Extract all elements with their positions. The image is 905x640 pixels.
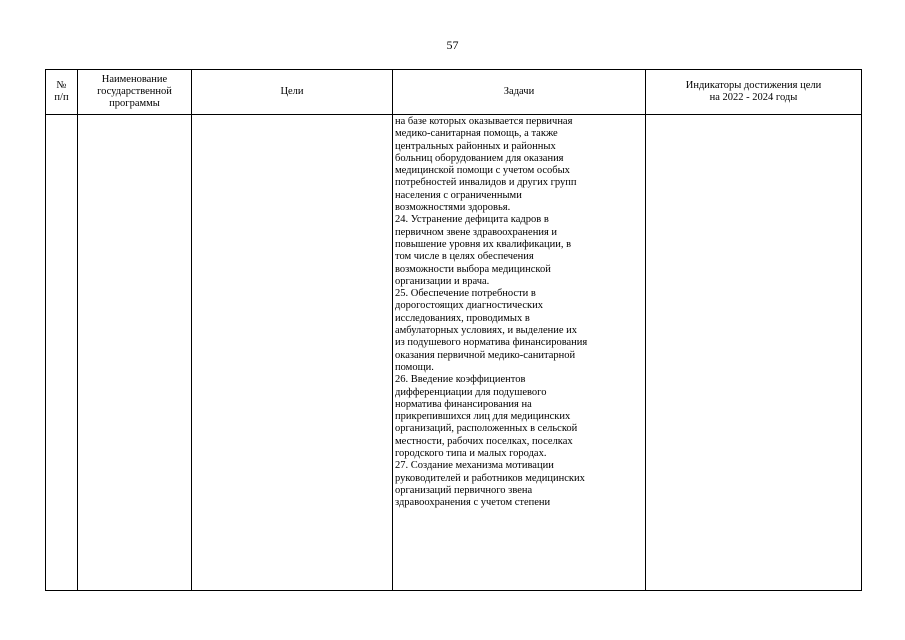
header-goals: Цели bbox=[192, 70, 393, 115]
cell-number bbox=[46, 115, 78, 591]
table-row bbox=[46, 115, 862, 591]
header-program-name: Наименование государственной программы bbox=[78, 70, 192, 115]
table-header-row bbox=[46, 70, 862, 115]
cell-tasks: на базе которых оказывается первичная медико-санитарная помощь, а также центральных районных и районных больниц оборудованием для оказания медицинской помощи с учетом особых потребностей инвалидов и других групп населения с ограниченными возможностями здоровья. 24. Устранение дефицита кадров в первичном звене здравоохранения и повышение уровня их квалификации, в том числе в целях обеспечения возможности выбора медицинской организации и врача. 25. Обеспечение потребности в дорогостоящих диагностических исследованиях, проводимых в амбулаторных условиях, и выделение их из подушевого норматива финансирования оказания первичной медико-санитарной помощи. 26. Введение коэффициентов дифференциации для подушевого норматива финансирования на прикрепившихся лиц для медицинских организаций, расположенных в сельской местности, рабочих поселках, поселках городского типа и малых городах. 27. Создание механизма мотивации руководителей и работников медицинских организаций первичного звена здравоохранения с учетом степени bbox=[393, 115, 646, 591]
header-number: № п/п bbox=[46, 70, 78, 115]
header-indicators: Индикаторы достижения цели на 2022 - 2024 годы bbox=[646, 70, 862, 115]
cell-program-name bbox=[78, 115, 192, 591]
header-tasks: Задачи bbox=[393, 70, 646, 115]
page-number: 57 bbox=[446, 38, 459, 52]
cell-indicators bbox=[646, 115, 862, 591]
goals-tasks-table bbox=[45, 69, 862, 591]
cell-goals bbox=[192, 115, 393, 591]
